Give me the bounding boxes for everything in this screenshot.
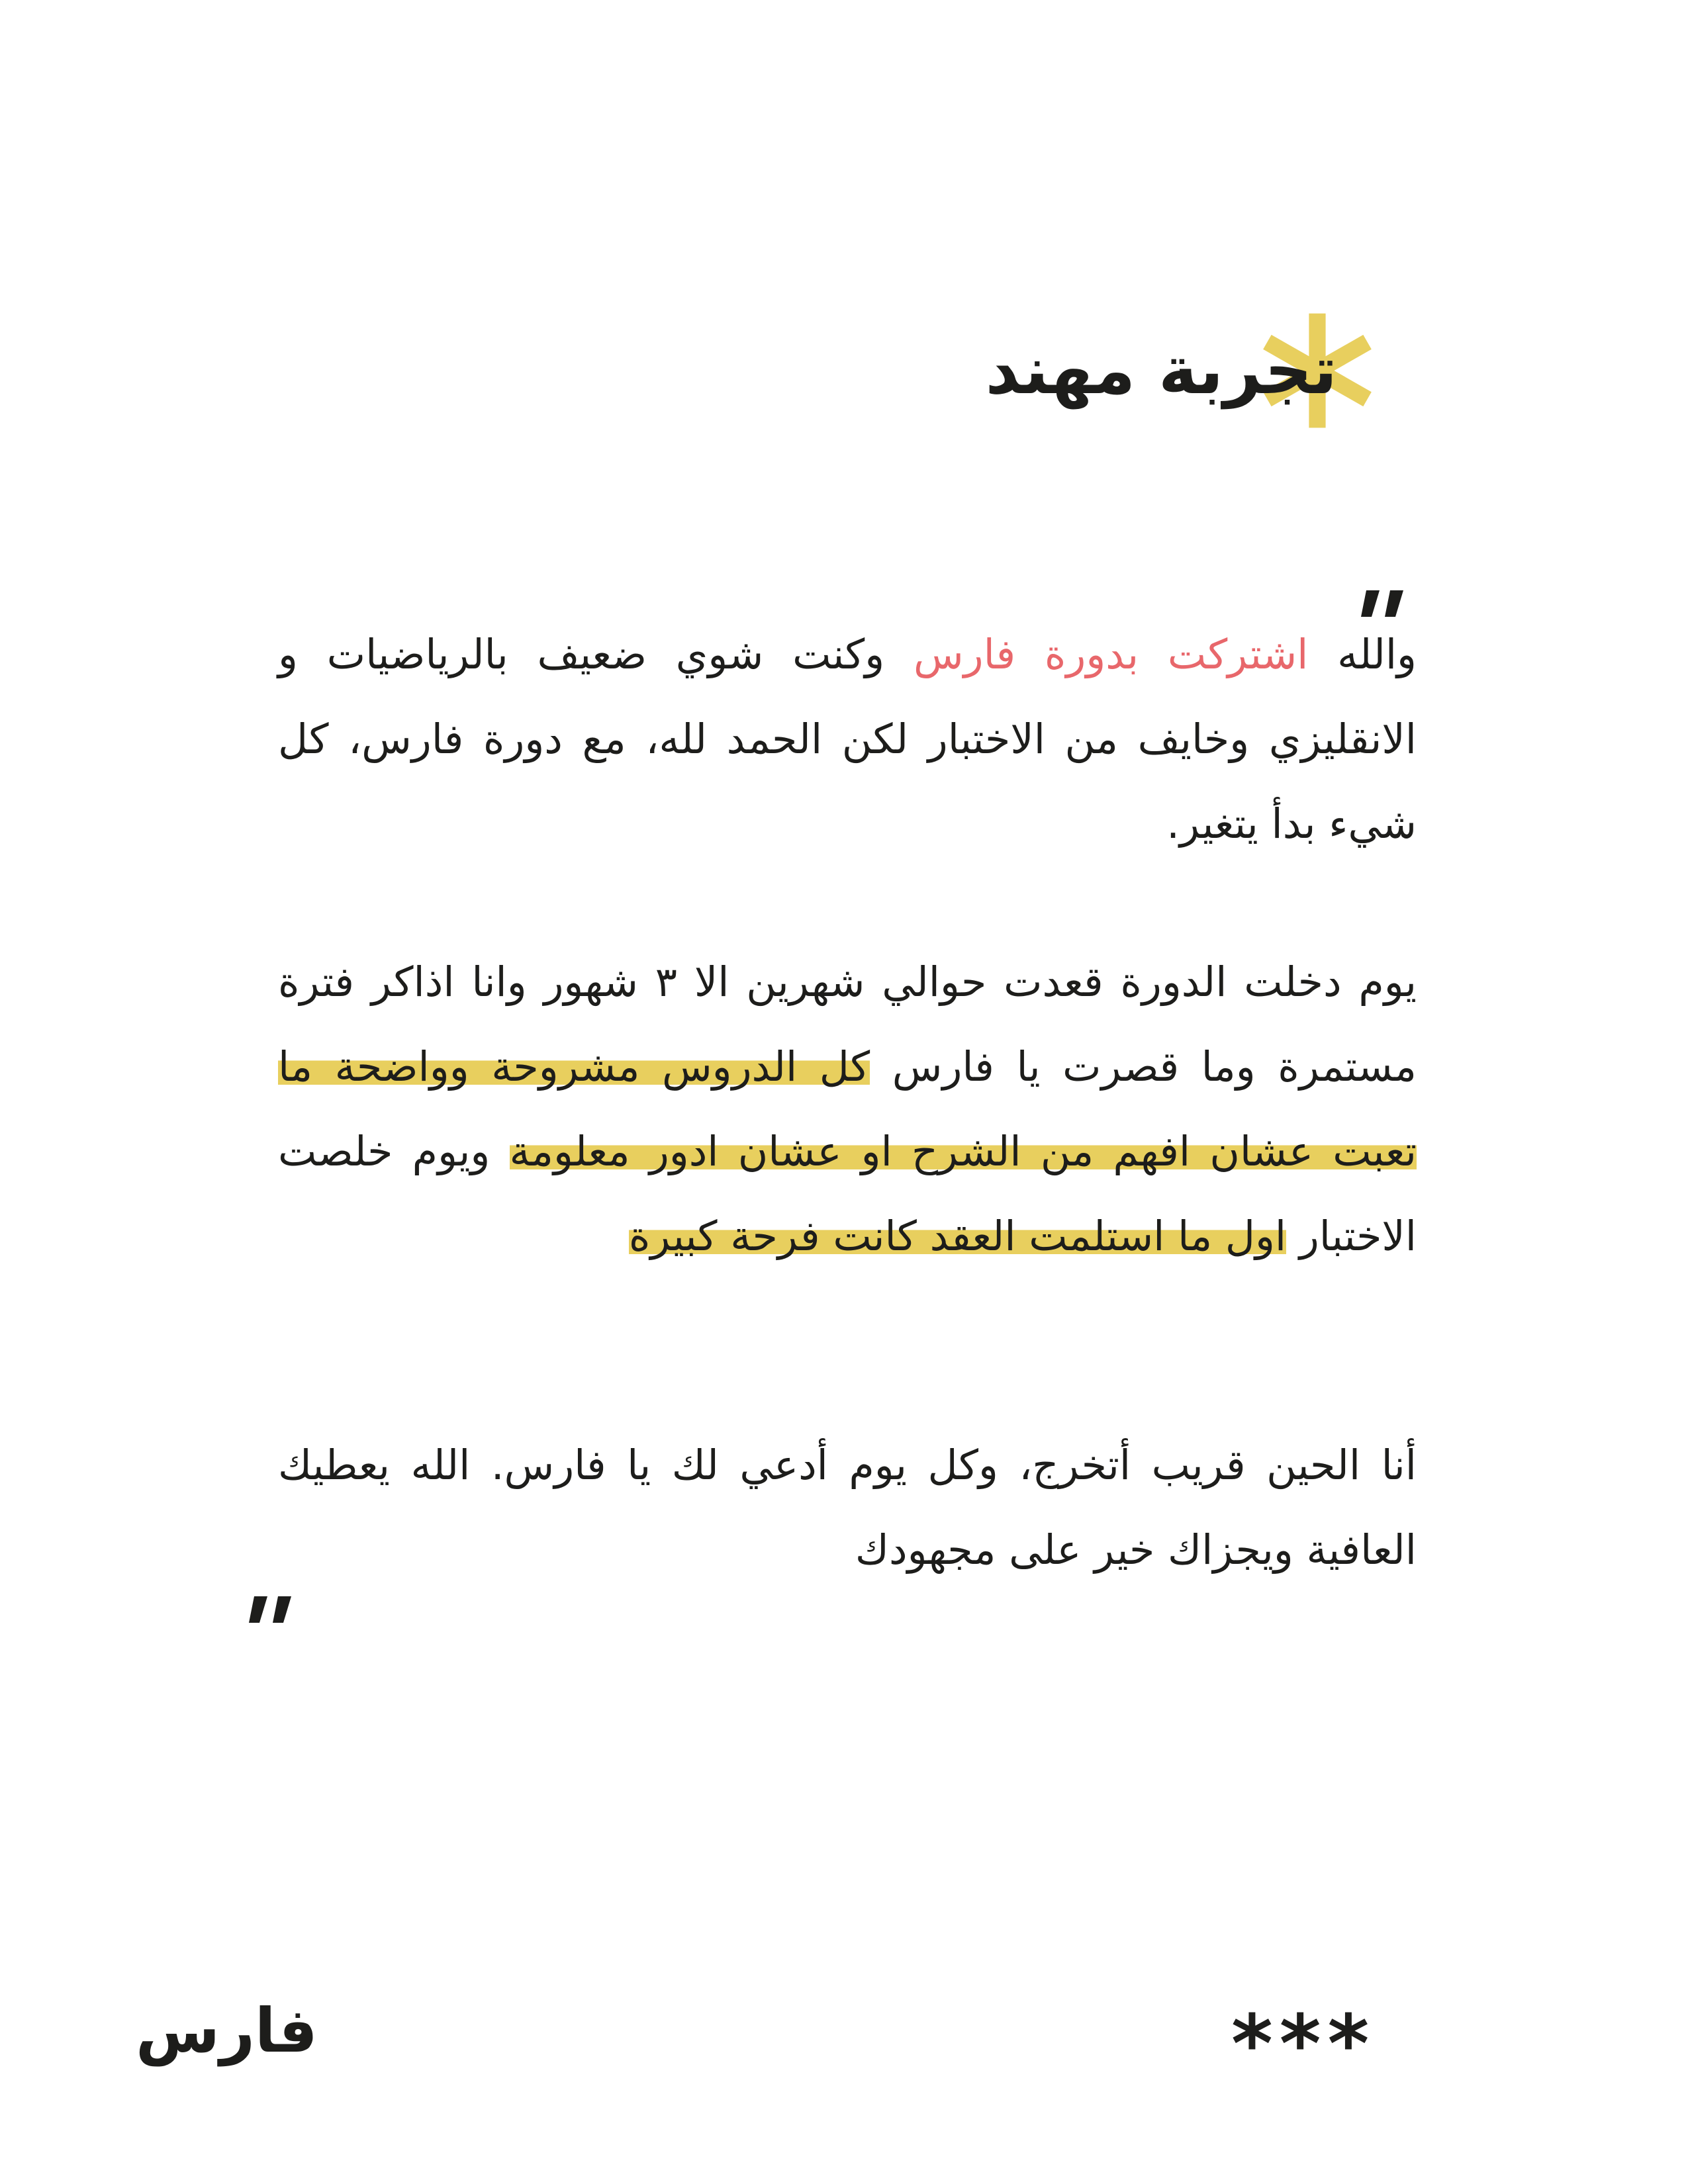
paragraph-1-rest: وكنت شوي ضعيف بالرياضيات و الانقليزي وخايف من الاختبار لكن الحمد لله، مع دورة فارس، كل شيء بدأ يتغير. [278, 630, 1417, 848]
paragraph-3-text: أنا الحين قريب أتخرج، وكل يوم أدعي لك يا فارس. الله يعطيك العافية ويجزاك خير على مجهودك [278, 1441, 1417, 1574]
paragraph-1-intro: والله [1308, 630, 1417, 678]
paragraph-2-part-1: يوم دخلت الدورة قعدت حوالي شهرين الا ٣ شهور وانا اذاكر فترة مستمرة وما قصرت يا فارس [278, 958, 1417, 1091]
testimonial-paragraph-2 [278, 940, 1417, 1279]
quote-close-icon [245, 1588, 298, 1641]
brand-logo: فارس [136, 1995, 318, 2066]
paragraph-2-part-2: ويوم خلصت الاختبار [278, 1127, 1417, 1260]
paragraph-2-highlight-2: اول ما استلمت العقد كانت فرحة كبيرة [628, 1212, 1287, 1260]
paragraph-1-accent: اشتركت بدورة فارس [913, 630, 1309, 678]
decorative-stars: *** [1231, 1999, 1376, 2091]
testimonial-paragraph-1 [278, 612, 1417, 866]
testimonial-paragraph-3 [278, 1423, 1417, 1592]
page-title: تجربة مهند [985, 332, 1337, 409]
paragraph-2-highlight-1: كل الدروس مشروحة وواضحة ما تعبت عشان افهم من الشرح او عشان ادور معلومة [278, 1042, 1417, 1175]
title-block [914, 304, 1377, 437]
